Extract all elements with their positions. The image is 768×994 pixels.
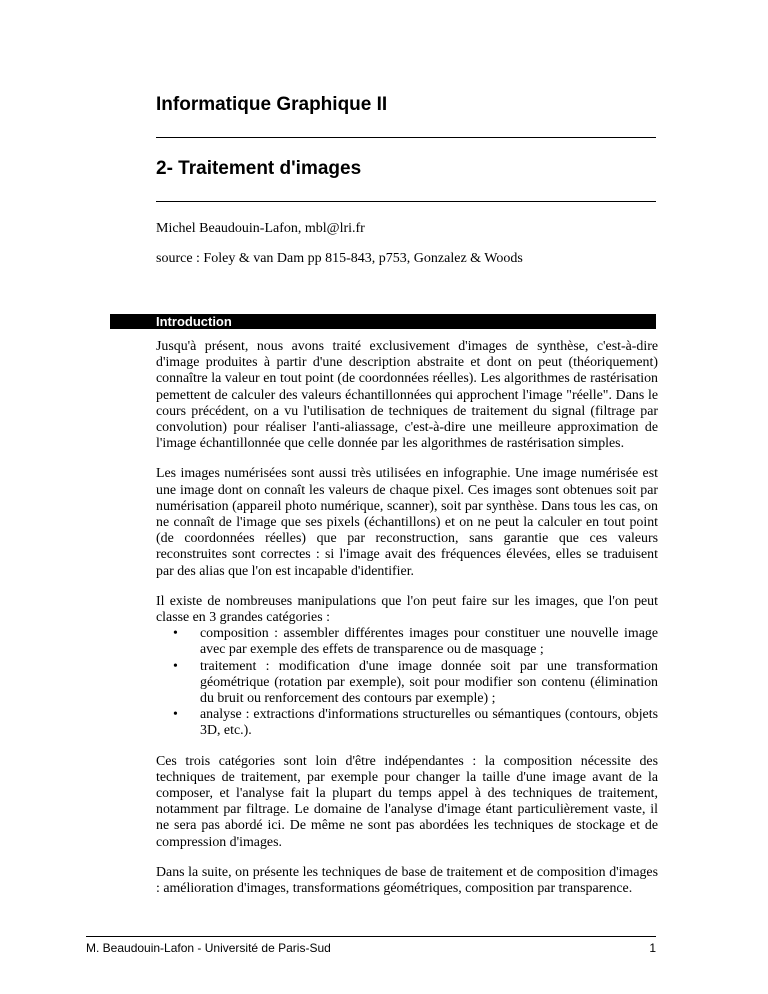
title-divider [156,137,656,138]
footer-author: M. Beaudouin-Lafon - Université de Paris-Sud [86,941,331,955]
paragraph-4: Ces trois catégories sont loin d'être indépendantes : la composition nécessite des techniques de traitement, par exemple pour changer la taille d'une image avant de la composer, et l'analyse fait la plupart du temps appel à des techniques de traitement, notamment par filtrage. Le domaine de l'analyse d'image étant particulièrement vaste, il ne sera pas abordé ici. De même ne sont pas abordées les techniques de stockage et de compression d'images. [156,753,658,850]
author-line: Michel Beaudouin-Lafon, mbl@lri.fr [156,221,365,236]
list-item: • traitement : modification d'une image donnée soit par une transformation géométrique (rotation par exemple), soit pour modifier son contenu (élimination du bruit ou renforcement des contours par exemple) ; [173,658,658,707]
footer-divider [86,936,656,937]
chapter-title: 2- Traitement d'images [156,158,362,179]
category-list [156,626,658,739]
section-body [156,339,658,911]
bullet-icon: • [173,658,178,674]
page-number: 1 [649,941,656,955]
paragraph-3: Il existe de nombreuses manipulations que l'on peut faire sur les images, que l'on peut classe en 3 grandes catégories : [156,593,658,626]
paragraph-5: Dans la suite, on présente les techniques de base de traitement et de composition d'images : amélioration d'images, transformations géométriques, composition par transparence. [156,864,658,897]
list-item: • composition : assembler différentes images pour constituer une nouvelle image avec par exemple des effets de transparence ou de masquage ; [173,626,658,658]
document-title: Informatique Graphique II [156,94,388,115]
paragraph-1: Jusqu'à présent, nous avons traité exclusivement d'images de synthèse, c'est-à-dire d'image produites à partir d'une description abstraite et dont on peut (théoriquement) connaître la valeur en tout point (de coordonnées réelles). Les algorithmes de rastérisation pemettent de calculer des valeurs échantillonnées qui approchent l'image "réelle". Dans le cours précédent, on a vu l'utilisation de techniques de traitement du signal (filtrage par convolution) pour réaliser l'anti-aliassage, c'est-à-dire une meilleure approximation de l'image échantillonnée que celle donnée par les algorithmes de rastérisation simples. [156,339,658,452]
chapter-divider [156,201,656,202]
section-heading-bar [110,314,656,329]
bullet-icon: • [173,707,178,723]
paragraph-2: Les images numérisées sont aussi très utilisées en infographie. Une image numérisée est une image dont on connaît les valeurs de chaque pixel. Ces images sont obtenues soit par numérisation (appareil photo numérique, scanner), soit par synthèse. Dans tous les cas, on ne connaît de l'image que ses pixels (échantillons) et on ne peut la calculer en tout point (de coordonnées réelles) que par reconstruction, sans garantie que ces valeurs reconstruites sont correctes : si l'image avait des fréquences élevées, elles se traduisent par des alias que l'on est incapable d'identifier. [156,466,658,579]
bullet-icon: • [173,626,178,642]
section-title: Introduction [156,314,232,329]
list-item: • analyse : extractions d'informations structurelles ou sémantiques (contours, objets 3D, etc.). [173,707,658,739]
source-line: source : Foley & van Dam pp 815-843, p753, Gonzalez & Woods [156,251,523,266]
